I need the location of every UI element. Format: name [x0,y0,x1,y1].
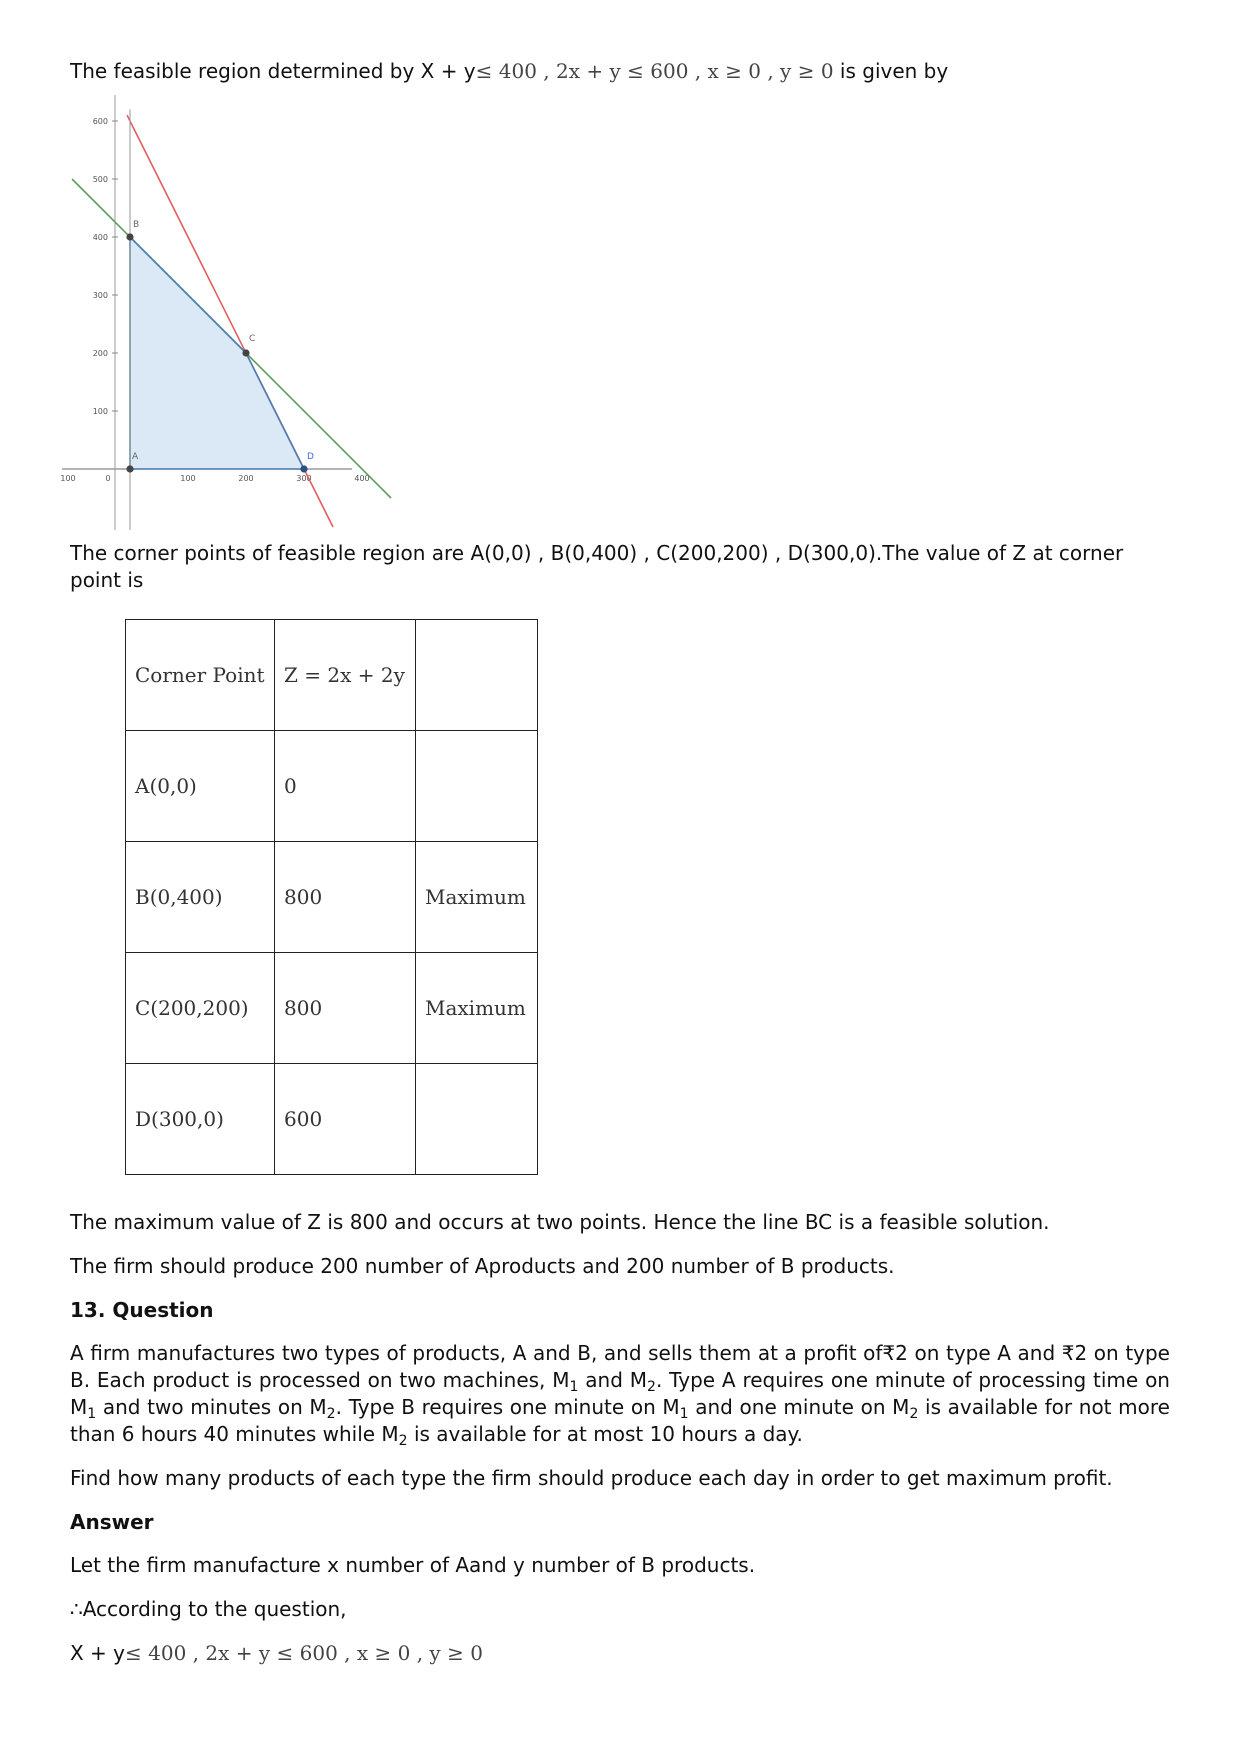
table-cell: 800 [275,842,416,953]
corner-points-text: The corner points of feasible region are A(0,0) , B(0,400) , C(200,200) , D(300,0).The value of Z at corner point is [70,541,1124,592]
final-math: ≤ 400 , 2x + y ≤ 600 , x ≥ 0 , y ≥ 0 [125,1641,483,1665]
table-cell: B(0,400) [126,842,275,953]
table-header-row [126,620,538,731]
y-tick-label: 600 [92,117,108,126]
y-tick-label: 100 [92,407,108,416]
intro-tail: is given by [833,59,949,83]
subscript: 1 [87,1406,97,1422]
subscript: 1 [569,1379,579,1395]
subscript: 1 [679,1406,689,1422]
x-tick-label: 0 [105,474,111,483]
corner-point-label: A [132,452,139,462]
answer-heading: Answer [70,1510,154,1534]
intro-paragraph [70,58,948,85]
corner-point-table [125,619,538,1175]
corner-point-label: D [307,452,314,462]
y-tick-label: 300 [92,291,108,300]
question-fragment: and one minute on M [688,1395,910,1419]
table-row [126,731,538,842]
table-cell: C(200,200) [126,953,275,1064]
table-cell: 0 [275,731,416,842]
feasible-region [130,237,304,469]
x-tick-label: 300 [296,474,312,483]
final-inequalities [70,1640,483,1667]
table-row [126,953,538,1064]
y-tick-label: 400 [92,233,108,242]
conclusion-production: The firm should produce 200 number of Aproducts and 200 number of B products. [70,1254,895,1278]
answer-line-1: Let the firm manufacture x number of Aand y number of B products. [70,1553,756,1577]
conclusion-max-value: The maximum value of Z is 800 and occurs at two points. Hence the line BC is a feasible solution. [70,1210,1050,1234]
question-text [70,1340,1170,1448]
question-fragment: . Type A requires one minute of processing time on M [70,1368,1170,1419]
table-cell: 600 [275,1064,416,1175]
question-fragment: and M [578,1368,648,1392]
feasible-region-graph [62,100,407,530]
question-fragment: . Type B requires one minute on M [335,1395,680,1419]
table-header-cell [416,620,538,731]
corner-point-c [242,349,249,356]
question-fragment: is available for not more than 6 hours 40 minutes while M [70,1395,1170,1446]
x-tick-label: 200 [238,474,254,483]
corner-point-label: B [133,220,140,230]
x-tick-label: 100 [180,474,196,483]
corner-point-a [126,465,133,472]
x-tick-label: 100 [60,474,76,483]
table-cell [416,1064,538,1175]
table-cell: A(0,0) [126,731,275,842]
question-fragment: is available for at most 10 hours a day. [407,1422,803,1446]
y-tick-label: 200 [92,349,108,358]
answer-line-2: ∴According to the question, [70,1597,347,1621]
subscript: 2 [909,1406,919,1422]
corner-point-b [126,233,133,240]
subscript: 2 [326,1406,336,1422]
find-text: Find how many products of each type the firm should produce each day in order to get maximum profit. [70,1466,1113,1490]
x-tick-label: 400 [354,474,370,483]
table-header-cell: Corner Point [126,620,275,731]
table-row [126,1064,538,1175]
table-header-cell: Z = 2x + 2y [275,620,416,731]
subscript: 2 [647,1379,656,1395]
table-cell: 800 [275,953,416,1064]
subscript: 2 [398,1433,408,1449]
intro-inequalities: ≤ 400 , 2x + y ≤ 600 , x ≥ 0 , y ≥ 0 [475,59,834,83]
table-cell [416,731,538,842]
corner-point-d [300,465,307,472]
corner-point-label: C [249,334,256,344]
question-fragment: and two minutes on M [96,1395,327,1419]
final-lead: X + y [70,1641,126,1665]
table-cell: Maximum [416,953,538,1064]
table-cell: Maximum [416,842,538,953]
table-cell: D(300,0) [126,1064,275,1175]
table-row [126,842,538,953]
question-heading: 13. Question [70,1298,214,1322]
y-tick-label: 500 [92,175,108,184]
question-fragment: A firm manufactures two types of products, A and B, and sells them at a profit of₹2 on type A and ₹2 on type B. Each product is processed on two machines, M [70,1341,1170,1392]
intro-lead: The feasible region determined by X + y [70,59,476,83]
